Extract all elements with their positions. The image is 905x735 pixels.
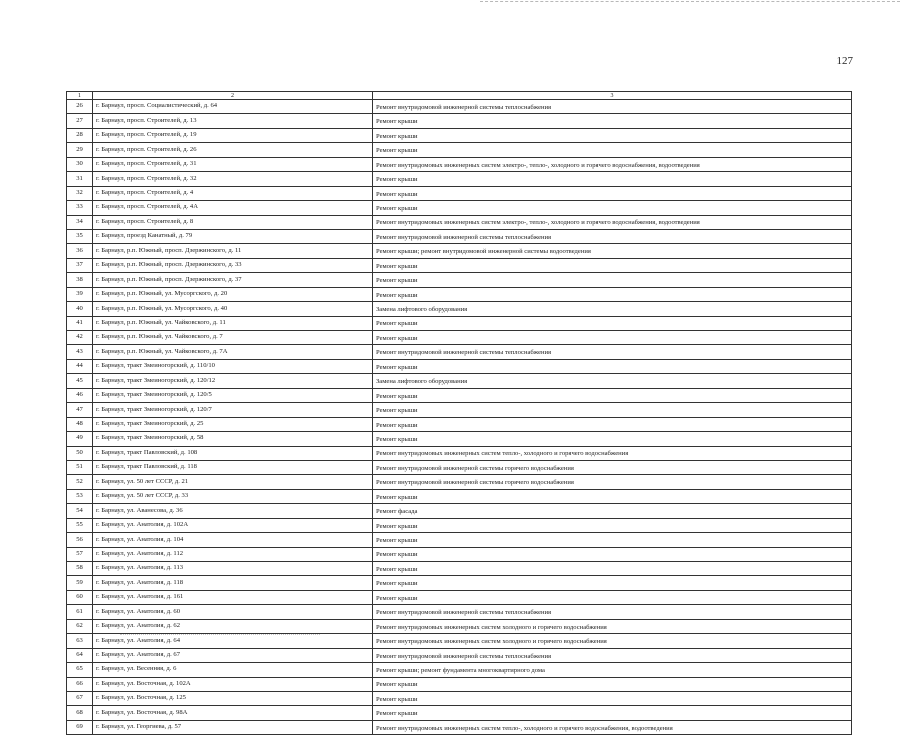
row-work-type: Ремонт крыши	[373, 576, 852, 590]
row-address: г. Барнаул, ул. Восточная, д. 125	[93, 691, 373, 705]
table-row	[67, 706, 852, 720]
repair-works-table	[66, 91, 852, 735]
row-address: г. Барнаул, ул. Анатолия, д. 161	[93, 590, 373, 604]
row-number: 66	[67, 677, 93, 691]
row-number: 43	[67, 345, 93, 359]
table-row	[67, 663, 852, 677]
table-row	[67, 562, 852, 576]
row-number: 38	[67, 273, 93, 287]
header-col-1: 1	[67, 92, 93, 100]
row-work-type: Ремонт крыши	[373, 201, 852, 215]
table-row	[67, 691, 852, 705]
row-work-type: Ремонт внутридомовых инженерных систем холодного и горячего водоснабжения	[373, 619, 852, 633]
table-row	[67, 504, 852, 518]
table-row	[67, 432, 852, 446]
table-row	[67, 677, 852, 691]
table-row	[67, 172, 852, 186]
row-work-type: Ремонт крыши	[373, 287, 852, 301]
table-row	[67, 273, 852, 287]
row-number: 61	[67, 605, 93, 619]
row-work-type: Ремонт крыши	[373, 691, 852, 705]
row-work-type: Ремонт крыши	[373, 273, 852, 287]
table-row	[67, 446, 852, 460]
row-number: 51	[67, 460, 93, 474]
row-work-type: Ремонт крыши	[373, 590, 852, 604]
row-address: г. Барнаул, тракт Змеиногорский, д. 58	[93, 432, 373, 446]
row-number: 42	[67, 331, 93, 345]
row-work-type: Ремонт крыши; ремонт внутридомовой инженерной системы водоотведения	[373, 244, 852, 258]
row-address: г. Барнаул, ул. Анатолия, д. 62	[93, 619, 373, 633]
row-address: г. Барнаул, тракт Змеиногорский, д. 120/5	[93, 388, 373, 402]
row-work-type: Ремонт крыши	[373, 143, 852, 157]
row-number: 34	[67, 215, 93, 229]
row-number: 65	[67, 663, 93, 677]
row-work-type: Замена лифтового оборудования	[373, 374, 852, 388]
row-address: г. Барнаул, р.п. Южный, ул. Мусоргского, д. 40	[93, 302, 373, 316]
row-work-type: Ремонт внутридомовой инженерной системы теплоснабжения	[373, 100, 852, 114]
row-work-type: Ремонт внутридомовых инженерных систем тепло-, холодного и горячего водоснабжения, водоотведения	[373, 720, 852, 734]
row-number: 37	[67, 258, 93, 272]
row-address: г. Барнаул, ул. Анатолия, д. 60	[93, 605, 373, 619]
row-number: 49	[67, 432, 93, 446]
table-row	[67, 100, 852, 114]
header-col-3: 3	[373, 92, 852, 100]
row-number: 28	[67, 128, 93, 142]
scan-edge-line	[480, 1, 900, 4]
row-address: г. Барнаул, тракт Змеиногорский, д. 120/12	[93, 374, 373, 388]
table-row	[67, 143, 852, 157]
row-number: 29	[67, 143, 93, 157]
row-work-type: Ремонт крыши	[373, 316, 852, 330]
row-work-type: Ремонт крыши	[373, 432, 852, 446]
table-row	[67, 605, 852, 619]
row-work-type: Ремонт крыши	[373, 518, 852, 532]
table-row	[67, 590, 852, 604]
row-number: 36	[67, 244, 93, 258]
table-row	[67, 388, 852, 402]
row-work-type: Ремонт крыши	[373, 128, 852, 142]
row-work-type: Ремонт крыши	[373, 388, 852, 402]
row-address: г. Барнаул, ул. Восточная, д. 102А	[93, 677, 373, 691]
row-number: 44	[67, 359, 93, 373]
row-number: 26	[67, 100, 93, 114]
row-address: г. Барнаул, ул. Георгиева, д. 57	[93, 720, 373, 734]
row-work-type: Ремонт крыши	[373, 547, 852, 561]
row-work-type: Ремонт крыши	[373, 186, 852, 200]
row-address: г. Барнаул, ул. Анатолия, д. 112	[93, 547, 373, 561]
row-address: г. Барнаул, просп. Социалистический, д. 64	[93, 100, 373, 114]
row-address: г. Барнаул, ул. Анатолия, д. 67	[93, 648, 373, 662]
table-row	[67, 403, 852, 417]
row-address: г. Барнаул, р.п. Южный, ул. Чайковского, д. 7А	[93, 345, 373, 359]
row-work-type: Ремонт крыши	[373, 331, 852, 345]
row-address: г. Барнаул, р.п. Южный, просп. Дзержинского, д. 37	[93, 273, 373, 287]
row-address: г. Барнаул, ул. 50 лет СССР, д. 21	[93, 475, 373, 489]
row-number: 46	[67, 388, 93, 402]
row-address: г. Барнаул, просп. Строителей, д. 4А	[93, 201, 373, 215]
table-row	[67, 475, 852, 489]
table-row	[67, 576, 852, 590]
row-number: 67	[67, 691, 93, 705]
row-number: 41	[67, 316, 93, 330]
table-row	[67, 186, 852, 200]
table-row	[67, 489, 852, 503]
row-address: г. Барнаул, тракт Змеиногорский, д. 120/7	[93, 403, 373, 417]
row-work-type: Ремонт крыши	[373, 562, 852, 576]
row-work-type: Ремонт крыши	[373, 706, 852, 720]
scan-footer-line	[120, 634, 320, 638]
table-body	[67, 100, 852, 735]
page-number: 127	[836, 55, 853, 67]
row-address: г. Барнаул, ул. Анатолия, д. 118	[93, 576, 373, 590]
table-row	[67, 229, 852, 243]
header-col-2: 2	[93, 92, 373, 100]
row-number: 48	[67, 417, 93, 431]
row-number: 27	[67, 114, 93, 128]
row-address: г. Барнаул, тракт Павловский, д. 118	[93, 460, 373, 474]
row-number: 64	[67, 648, 93, 662]
row-address: г. Барнаул, просп. Строителей, д. 8	[93, 215, 373, 229]
row-number: 68	[67, 706, 93, 720]
row-number: 39	[67, 287, 93, 301]
row-work-type: Ремонт внутридомовых инженерных систем холодного и горячего водоснабжения	[373, 634, 852, 648]
table-row	[67, 302, 852, 316]
row-work-type: Ремонт крыши	[373, 489, 852, 503]
row-address: г. Барнаул, р.п. Южный, ул. Чайковского, д. 11	[93, 316, 373, 330]
row-number: 56	[67, 533, 93, 547]
row-work-type: Ремонт внутридомовой инженерной системы теплоснабжения	[373, 605, 852, 619]
row-work-type: Ремонт крыши	[373, 172, 852, 186]
table-row	[67, 157, 852, 171]
row-work-type: Ремонт крыши	[373, 533, 852, 547]
row-address: г. Барнаул, ул. Анатолия, д. 102А	[93, 518, 373, 532]
row-address: г. Барнаул, р.п. Южный, просп. Дзержинского, д. 33	[93, 258, 373, 272]
row-work-type: Ремонт внутридомовых инженерных систем тепло-, холодного и горячего водоснабжения	[373, 446, 852, 460]
row-work-type: Ремонт внутридомовой инженерной системы теплоснабжения	[373, 229, 852, 243]
table-row	[67, 316, 852, 330]
row-number: 31	[67, 172, 93, 186]
row-work-type: Замена лифтового оборудования	[373, 302, 852, 316]
row-number: 69	[67, 720, 93, 734]
table-row	[67, 460, 852, 474]
row-address: г. Барнаул, р.п. Южный, просп. Дзержинского, д. 11	[93, 244, 373, 258]
row-work-type: Ремонт крыши; ремонт фундамента многоквартирного дома	[373, 663, 852, 677]
row-work-type: Ремонт крыши	[373, 677, 852, 691]
row-address: г. Барнаул, ул. Анатолия, д. 113	[93, 562, 373, 576]
row-number: 33	[67, 201, 93, 215]
table-row	[67, 648, 852, 662]
table-row	[67, 331, 852, 345]
row-address: г. Барнаул, просп. Строителей, д. 4	[93, 186, 373, 200]
table-row	[67, 215, 852, 229]
table-row	[67, 547, 852, 561]
row-number: 32	[67, 186, 93, 200]
row-number: 63	[67, 634, 93, 648]
row-number: 47	[67, 403, 93, 417]
row-address: г. Барнаул, просп. Строителей, д. 26	[93, 143, 373, 157]
row-work-type: Ремонт внутридомовых инженерных систем электро-, тепло-, холодного и горячего водоснабжения, водоотведения	[373, 157, 852, 171]
row-work-type: Ремонт крыши	[373, 403, 852, 417]
row-number: 40	[67, 302, 93, 316]
table-header	[67, 92, 852, 100]
row-number: 54	[67, 504, 93, 518]
table-row	[67, 244, 852, 258]
row-number: 57	[67, 547, 93, 561]
row-address: г. Барнаул, просп. Строителей, д. 13	[93, 114, 373, 128]
table-row	[67, 533, 852, 547]
row-number: 55	[67, 518, 93, 532]
table-row	[67, 258, 852, 272]
table-row	[67, 201, 852, 215]
row-address: г. Барнаул, просп. Строителей, д. 19	[93, 128, 373, 142]
row-work-type: Ремонт внутридомовых инженерных систем электро-, тепло-, холодного и горячего водоснабжения, водоотведения	[373, 215, 852, 229]
row-number: 30	[67, 157, 93, 171]
row-number: 62	[67, 619, 93, 633]
table-row	[67, 128, 852, 142]
row-address: г. Барнаул, просп. Строителей, д. 31	[93, 157, 373, 171]
row-address: г. Барнаул, ул. Анатолия, д. 104	[93, 533, 373, 547]
row-work-type: Ремонт внутридомовой инженерной системы горячего водоснабжения	[373, 475, 852, 489]
row-number: 35	[67, 229, 93, 243]
table-row	[67, 518, 852, 532]
row-address: г. Барнаул, проезд Канатный, д. 79	[93, 229, 373, 243]
table-row	[67, 345, 852, 359]
row-work-type: Ремонт внутридомовой инженерной системы теплоснабжения	[373, 345, 852, 359]
row-number: 58	[67, 562, 93, 576]
row-address: г. Барнаул, просп. Строителей, д. 32	[93, 172, 373, 186]
table-row	[67, 720, 852, 734]
row-number: 60	[67, 590, 93, 604]
row-address: г. Барнаул, ул. Аванесова, д. 36	[93, 504, 373, 518]
row-work-type: Ремонт фасада	[373, 504, 852, 518]
row-address: г. Барнаул, р.п. Южный, ул. Мусоргского, д. 20	[93, 287, 373, 301]
row-number: 53	[67, 489, 93, 503]
table-row	[67, 619, 852, 633]
row-work-type: Ремонт крыши	[373, 258, 852, 272]
row-work-type: Ремонт крыши	[373, 359, 852, 373]
row-work-type: Ремонт крыши	[373, 417, 852, 431]
row-number: 45	[67, 374, 93, 388]
row-address: г. Барнаул, тракт Змеиногорский, д. 25	[93, 417, 373, 431]
row-number: 52	[67, 475, 93, 489]
table-row	[67, 374, 852, 388]
table-row	[67, 287, 852, 301]
row-address: г. Барнаул, ул. Восточная, д. 98А	[93, 706, 373, 720]
row-number: 59	[67, 576, 93, 590]
row-address: г. Барнаул, ул. Весенняя, д. 6	[93, 663, 373, 677]
row-work-type: Ремонт внутридомовой инженерной системы теплоснабжения	[373, 648, 852, 662]
row-address: г. Барнаул, тракт Змеиногорский, д. 110/10	[93, 359, 373, 373]
row-work-type: Ремонт крыши	[373, 114, 852, 128]
table-row	[67, 114, 852, 128]
row-work-type: Ремонт внутридомовой инженерной системы горячего водоснабжения	[373, 460, 852, 474]
row-address: г. Барнаул, р.п. Южный, ул. Чайковского, д. 7	[93, 331, 373, 345]
row-number: 50	[67, 446, 93, 460]
header-row	[67, 92, 852, 100]
row-address: г. Барнаул, тракт Павловский, д. 108	[93, 446, 373, 460]
table-row	[67, 359, 852, 373]
row-address: г. Барнаул, ул. Анатолия, д. 64	[93, 634, 373, 648]
row-address: г. Барнаул, ул. 50 лет СССР, д. 33	[93, 489, 373, 503]
table-row	[67, 417, 852, 431]
